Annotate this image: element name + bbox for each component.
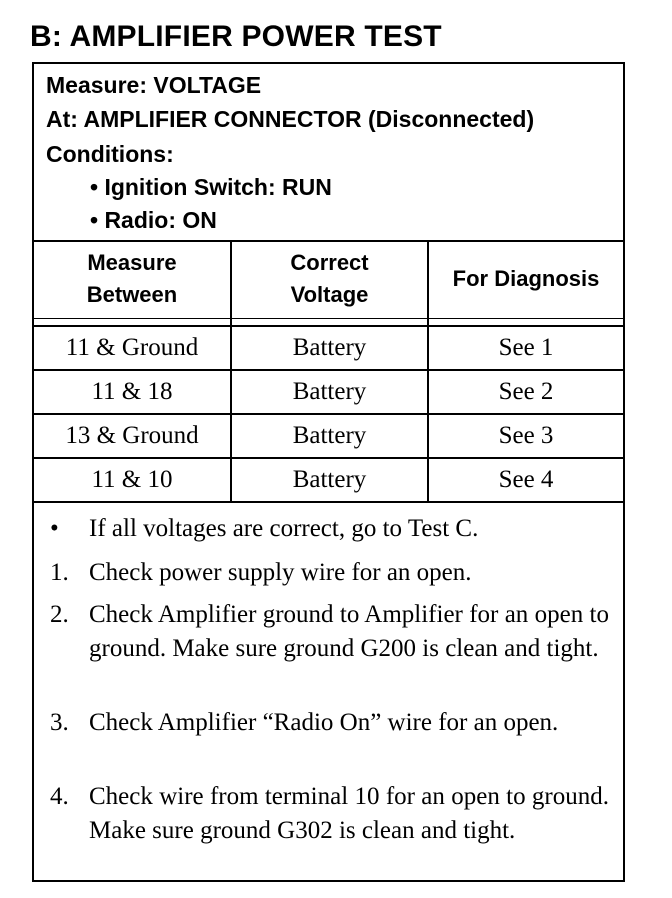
col-header-line: Measure <box>87 250 177 275</box>
table-cell: 11 & 10 <box>34 458 231 502</box>
note-text: Check power supply wire for an open. <box>89 559 472 586</box>
table-row <box>34 370 623 414</box>
col-header-for-diagnosis <box>428 240 623 319</box>
test-conditions <box>34 64 623 242</box>
test-box <box>32 62 625 882</box>
condition-ignition: • Ignition Switch: RUN <box>90 174 332 200</box>
condition-radio: • Radio: ON <box>90 207 217 233</box>
header-separator <box>34 319 623 327</box>
table-cell: 11 & Ground <box>34 326 231 370</box>
note-marker: 2. <box>50 601 69 628</box>
note-text: Check wire from terminal 10 for an open to ground. Make sure ground G302 is clean and tight. <box>89 783 609 844</box>
table-row <box>34 458 623 502</box>
col-header-correct-voltage <box>231 240 428 319</box>
location-label: At: AMPLIFIER CONNECTOR (Disconnected) <box>46 106 535 132</box>
table-cell: See 4 <box>428 458 623 502</box>
table-cell: Battery <box>231 326 428 370</box>
note-marker: 3. <box>50 709 69 736</box>
table-cell: See 3 <box>428 414 623 458</box>
measure-label: Measure: VOLTAGE <box>46 72 262 98</box>
table-row <box>34 326 623 370</box>
note-marker: 4. <box>50 783 69 810</box>
table-cell: Battery <box>231 370 428 414</box>
table-cell: 13 & Ground <box>34 414 231 458</box>
table-cell: 11 & 18 <box>34 370 231 414</box>
col-header-line: Correct <box>290 250 369 275</box>
col-header-line: For Diagnosis <box>452 266 600 291</box>
note-text: Check Amplifier ground to Amplifier for an open to ground. Make sure ground G200 is clean and tight. <box>89 601 609 662</box>
measurement-table <box>34 240 623 503</box>
table-cell: Battery <box>231 458 428 502</box>
note-text: Check Amplifier “Radio On” wire for an open. <box>89 709 559 736</box>
page-title: B: AMPLIFIER POWER TEST <box>30 20 442 53</box>
note-text: If all voltages are correct, go to Test C. <box>89 515 479 542</box>
conditions-label: Conditions: <box>46 141 174 167</box>
col-header-line: Between <box>86 282 178 307</box>
table-cell: See 2 <box>428 370 623 414</box>
table-cell: Battery <box>231 414 428 458</box>
col-header-measure-between <box>34 240 231 319</box>
table-row <box>34 414 623 458</box>
note-marker: • <box>50 515 59 542</box>
table-cell: See 1 <box>428 326 623 370</box>
note-marker: 1. <box>50 559 69 586</box>
col-header-line: Voltage <box>290 282 369 307</box>
